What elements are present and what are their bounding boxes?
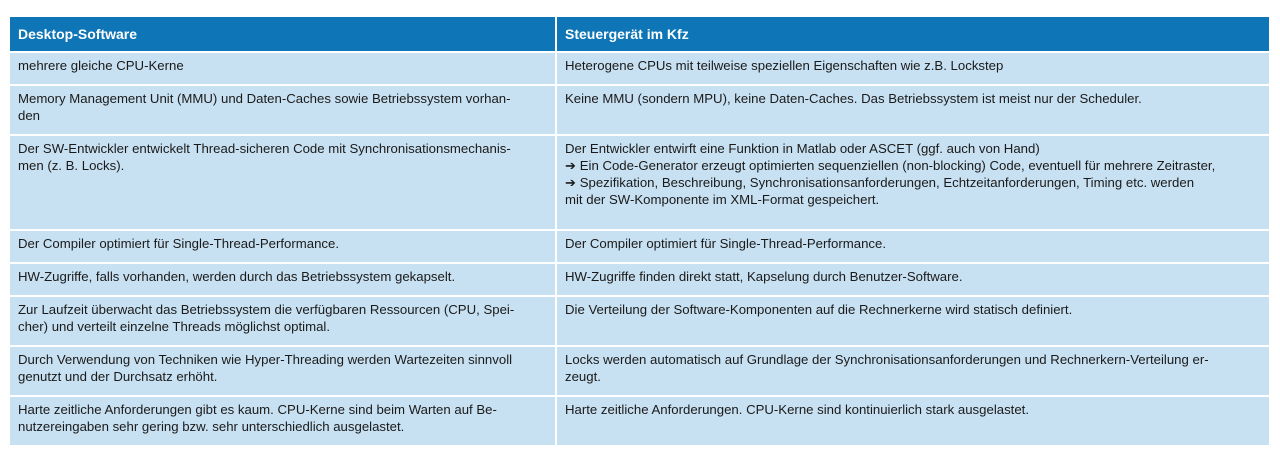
table-cell-kfz: Locks werden automatisch auf Grundlage der Synchronisationsanforderungen und Rechnerkern-Verteilung er- zeugt. <box>556 346 1269 396</box>
table-cell-kfz: Die Verteilung der Software-Komponenten auf die Rechnerkerne wird statisch definiert. <box>556 296 1269 346</box>
table-cell-desktop: HW-Zugriffe, falls vorhanden, werden durch das Betriebssystem gekapselt. <box>10 263 556 296</box>
table-cell-kfz: Heterogene CPUs mit teilweise speziellen Eigenschaften wie z.B. Lockstep <box>556 52 1269 85</box>
table-header-row <box>10 17 1269 52</box>
table-cell-desktop: Durch Verwendung von Techniken wie Hyper-Threading werden Wartezeiten sinnvoll genutzt und der Durchsatz erhöht. <box>10 346 556 396</box>
table-row <box>10 85 1269 135</box>
table-cell-kfz: Der Compiler optimiert für Single-Thread-Performance. <box>556 230 1269 263</box>
table-row <box>10 346 1269 396</box>
table-cell-desktop: Zur Laufzeit überwacht das Betriebssystem die verfügbaren Ressourcen (CPU, Spei- cher) und verteilt einzelne Threads möglichst optimal. <box>10 296 556 346</box>
column-header-steuergeraet: Steuergerät im Kfz <box>556 17 1269 52</box>
table-row <box>10 230 1269 263</box>
table-cell-desktop: Der Compiler optimiert für Single-Thread-Performance. <box>10 230 556 263</box>
column-header-desktop-software: Desktop-Software <box>10 17 556 52</box>
comparison-table <box>10 17 1269 445</box>
table-row <box>10 263 1269 296</box>
table-cell-desktop: Harte zeitliche Anforderungen gibt es kaum. CPU-Kerne sind beim Warten auf Be- nutzereingaben sehr gering bzw. sehr unterschiedlich ausgelastet. <box>10 396 556 445</box>
table-row <box>10 396 1269 445</box>
table-row <box>10 52 1269 85</box>
table-row <box>10 296 1269 346</box>
table-cell-desktop: Memory Management Unit (MMU) und Daten-Caches sowie Betriebssystem vorhan- den <box>10 85 556 135</box>
table-cell-kfz: HW-Zugriffe finden direkt statt, Kapselung durch Benutzer-Software. <box>556 263 1269 296</box>
table-cell-desktop: Der SW-Entwickler entwickelt Thread-sicheren Code mit Synchronisationsmechanis- men (z. B. Locks). <box>10 135 556 230</box>
table-cell-kfz: Keine MMU (sondern MPU), keine Daten-Caches. Das Betriebssystem ist meist nur der Scheduler. <box>556 85 1269 135</box>
comparison-table-container <box>10 17 1269 445</box>
table-cell-kfz: Der Entwickler entwirft eine Funktion in Matlab oder ASCET (ggf. auch von Hand) ➔ Ein Code-Generator erzeugt optimierten sequenziellen (non-blocking) Code, eventuell für mehrere Zeitraster, ➔ Spezifikation, Beschreibung, Synchronisationsanforderungen, Echtzeitanforderungen, Timing etc. werden mit der SW-Komponente im XML-Format gespeichert. <box>556 135 1269 230</box>
table-row <box>10 135 1269 230</box>
table-cell-desktop: mehrere gleiche CPU-Kerne <box>10 52 556 85</box>
table-cell-kfz: Harte zeitliche Anforderungen. CPU-Kerne sind kontinuierlich stark ausgelastet. <box>556 396 1269 445</box>
